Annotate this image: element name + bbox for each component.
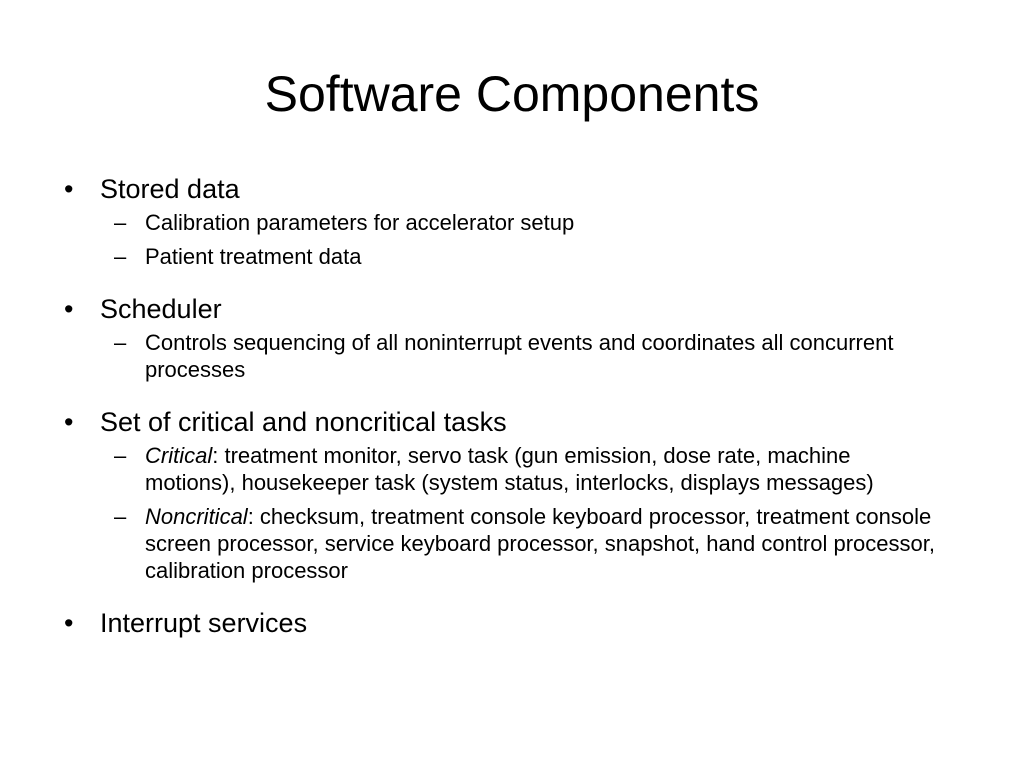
bullet-icon: •	[64, 174, 74, 204]
sub-bullet-list	[100, 442, 944, 584]
sub-bullet-item	[100, 243, 944, 270]
sub-bullet-item	[100, 329, 944, 383]
dash-icon: –	[114, 330, 127, 355]
bullet-item-stored-data	[64, 170, 944, 270]
sub-bullet-text: Calibration parameters for accelerator setup	[145, 210, 575, 235]
bullet-text: Stored data	[100, 174, 240, 204]
bullet-icon: •	[64, 608, 74, 638]
sub-bullet-text: : checksum, treatment console keyboard processor, treatment console screen processor, service keyboard processor, snapshot, hand control processor, calibration processor	[145, 504, 935, 583]
bullet-text: Set of critical and noncritical tasks	[100, 407, 507, 437]
bullet-text: Scheduler	[100, 294, 222, 324]
dash-icon: –	[114, 244, 127, 269]
sub-bullet-text: Controls sequencing of all noninterrupt events and coordinates all concurrent processes	[145, 330, 894, 382]
sub-bullet-text: : treatment monitor, servo task (gun emission, dose rate, machine motions), housekeeper task (system status, interlocks, displays messages)	[145, 443, 874, 495]
dash-icon: –	[114, 504, 127, 529]
bullet-item-tasks	[64, 403, 944, 584]
bullet-item-interrupt-services	[64, 604, 944, 642]
sub-bullet-item-noncritical	[100, 503, 944, 584]
sub-bullet-text: Patient treatment data	[145, 244, 362, 269]
bullet-icon: •	[64, 294, 74, 324]
dash-icon: –	[114, 443, 127, 468]
dash-icon: –	[114, 210, 127, 235]
sub-bullet-item	[100, 209, 944, 236]
bullet-list	[64, 170, 944, 642]
slide-title: Software Components	[264, 66, 760, 122]
sub-bullet-list	[100, 329, 944, 383]
sub-bullet-list	[100, 209, 944, 270]
sub-bullet-lead: Noncritical	[145, 504, 248, 529]
bullet-item-scheduler	[64, 290, 944, 383]
sub-bullet-item-critical	[100, 442, 944, 496]
bullet-icon: •	[64, 407, 74, 437]
bullet-text: Interrupt services	[100, 608, 308, 638]
sub-bullet-lead: Critical	[145, 443, 213, 468]
